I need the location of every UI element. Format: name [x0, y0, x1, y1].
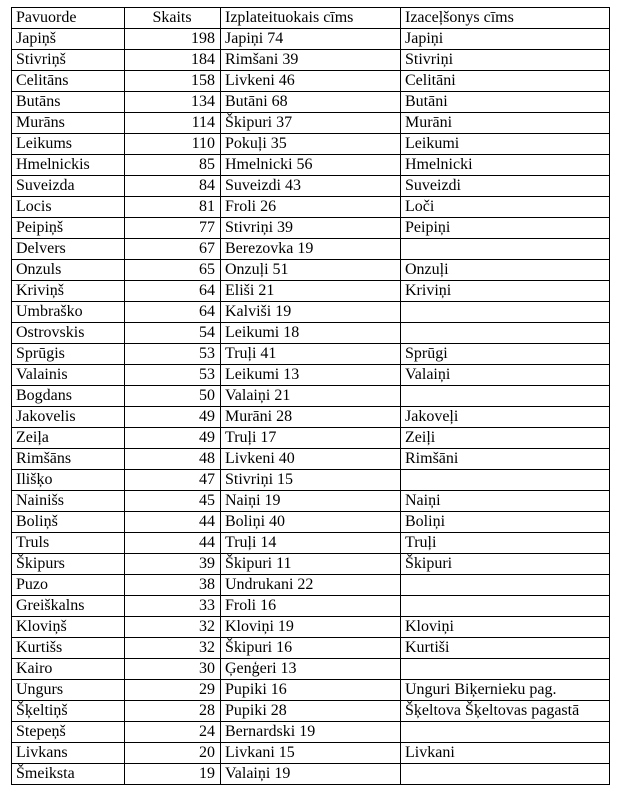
cell-count: 49: [125, 428, 221, 449]
cell-most-common-village: Stivriņi 15: [221, 470, 401, 491]
cell-count: 24: [125, 722, 221, 743]
table-row: [12, 722, 610, 743]
table-row: [12, 554, 610, 575]
cell-surname: Kriviņš: [12, 281, 125, 302]
cell-most-common-village: Livkani 15: [221, 743, 401, 764]
cell-origin-village: [401, 239, 610, 260]
cell-count: 19: [125, 764, 221, 785]
cell-most-common-village: Truļi 41: [221, 344, 401, 365]
cell-most-common-village: Naiņi 19: [221, 491, 401, 512]
cell-count: 49: [125, 407, 221, 428]
cell-origin-village: Boliņi: [401, 512, 610, 533]
cell-count: 50: [125, 386, 221, 407]
cell-most-common-village: Rimšani 39: [221, 50, 401, 71]
cell-surname: Umbraško: [12, 302, 125, 323]
table-row: [12, 491, 610, 512]
cell-origin-village: Naiņi: [401, 491, 610, 512]
cell-surname: Bogdans: [12, 386, 125, 407]
table-row: [12, 575, 610, 596]
cell-most-common-village: Pupiki 28: [221, 701, 401, 722]
cell-most-common-village: Bernardski 19: [221, 722, 401, 743]
table-row: [12, 512, 610, 533]
cell-most-common-village: Hmelnicki 56: [221, 155, 401, 176]
cell-count: 198: [125, 29, 221, 50]
cell-most-common-village: Kloviņi 19: [221, 617, 401, 638]
cell-surname: Kurtišs: [12, 638, 125, 659]
cell-surname: Škipurs: [12, 554, 125, 575]
cell-surname: Onzuls: [12, 260, 125, 281]
cell-most-common-village: Pokuļi 35: [221, 134, 401, 155]
cell-surname: Ungurs: [12, 680, 125, 701]
table-row: [12, 71, 610, 92]
cell-surname: Butāns: [12, 92, 125, 113]
cell-count: 32: [125, 638, 221, 659]
cell-count: 65: [125, 260, 221, 281]
cell-most-common-village: Butāni 68: [221, 92, 401, 113]
table-row: [12, 134, 610, 155]
cell-count: 85: [125, 155, 221, 176]
table-row: [12, 365, 610, 386]
cell-surname: Suveizda: [12, 176, 125, 197]
cell-surname: Jakovelis: [12, 407, 125, 428]
cell-most-common-village: Eliši 21: [221, 281, 401, 302]
cell-count: 64: [125, 281, 221, 302]
cell-origin-village: Valaiņi: [401, 365, 610, 386]
cell-origin-village: [401, 722, 610, 743]
cell-origin-village: [401, 596, 610, 617]
table-row: [12, 617, 610, 638]
cell-surname: Japiņš: [12, 29, 125, 50]
cell-origin-village: Hmelnicki: [401, 155, 610, 176]
cell-surname: Zeiļa: [12, 428, 125, 449]
table-row: [12, 281, 610, 302]
cell-most-common-village: Truļi 14: [221, 533, 401, 554]
cell-most-common-village: Leikumi 13: [221, 365, 401, 386]
table-row: [12, 638, 610, 659]
cell-origin-village: Murāni: [401, 113, 610, 134]
cell-count: 84: [125, 176, 221, 197]
cell-surname: Šķeltiņš: [12, 701, 125, 722]
table-row: [12, 92, 610, 113]
cell-count: 48: [125, 449, 221, 470]
cell-surname: Rimšāns: [12, 449, 125, 470]
cell-origin-village: [401, 659, 610, 680]
cell-most-common-village: Škipuri 11: [221, 554, 401, 575]
cell-surname: Ilišķo: [12, 470, 125, 491]
cell-most-common-village: Pupiki 16: [221, 680, 401, 701]
cell-count: 53: [125, 365, 221, 386]
cell-count: 38: [125, 575, 221, 596]
table-row: [12, 29, 610, 50]
cell-surname: Kairo: [12, 659, 125, 680]
cell-origin-village: Škipuri: [401, 554, 610, 575]
cell-most-common-village: Livkeni 46: [221, 71, 401, 92]
header-surname: Pavuorde: [12, 8, 125, 29]
cell-count: 64: [125, 302, 221, 323]
cell-count: 39: [125, 554, 221, 575]
cell-origin-village: Kurtiši: [401, 638, 610, 659]
cell-most-common-village: Froli 16: [221, 596, 401, 617]
cell-count: 44: [125, 512, 221, 533]
header-row: [12, 8, 610, 29]
cell-origin-village: [401, 764, 610, 785]
cell-origin-village: [401, 323, 610, 344]
cell-count: 32: [125, 617, 221, 638]
cell-most-common-village: Suveizdi 43: [221, 176, 401, 197]
table-row: [12, 764, 610, 785]
cell-surname: Ostrovskis: [12, 323, 125, 344]
cell-surname: Hmelnickis: [12, 155, 125, 176]
cell-count: 28: [125, 701, 221, 722]
table-row: [12, 407, 610, 428]
table-row: [12, 155, 610, 176]
cell-surname: Sprūgis: [12, 344, 125, 365]
cell-origin-village: Loči: [401, 197, 610, 218]
table-row: [12, 386, 610, 407]
cell-most-common-village: Leikumi 18: [221, 323, 401, 344]
cell-origin-village: Peipiņi: [401, 218, 610, 239]
cell-surname: Šmeiksta: [12, 764, 125, 785]
cell-origin-village: Kloviņi: [401, 617, 610, 638]
header-most-common-village: Izplateituokais cīms: [221, 8, 401, 29]
cell-origin-village: Kriviņi: [401, 281, 610, 302]
table-row: [12, 239, 610, 260]
cell-most-common-village: Undrukani 22: [221, 575, 401, 596]
cell-surname: Leikums: [12, 134, 125, 155]
table-row: [12, 176, 610, 197]
cell-most-common-village: Škipuri 37: [221, 113, 401, 134]
table-row: [12, 302, 610, 323]
cell-most-common-village: Truļi 17: [221, 428, 401, 449]
cell-count: 184: [125, 50, 221, 71]
cell-count: 114: [125, 113, 221, 134]
cell-surname: Nainišs: [12, 491, 125, 512]
table-row: [12, 449, 610, 470]
cell-origin-village: Livkani: [401, 743, 610, 764]
table-row: [12, 533, 610, 554]
cell-most-common-village: Froli 26: [221, 197, 401, 218]
cell-surname: Murāns: [12, 113, 125, 134]
cell-count: 134: [125, 92, 221, 113]
cell-surname: Peipiņš: [12, 218, 125, 239]
cell-origin-village: Celitāni: [401, 71, 610, 92]
cell-surname: Puzo: [12, 575, 125, 596]
cell-surname: Truls: [12, 533, 125, 554]
cell-surname: Valainis: [12, 365, 125, 386]
table-row: [12, 113, 610, 134]
table-row: [12, 218, 610, 239]
cell-surname: Greiškalns: [12, 596, 125, 617]
table-body: [12, 29, 610, 785]
header-count: Skaits: [125, 8, 221, 29]
cell-origin-village: Zeiļi: [401, 428, 610, 449]
cell-count: 53: [125, 344, 221, 365]
table-row: [12, 260, 610, 281]
cell-origin-village: Stivriņi: [401, 50, 610, 71]
cell-count: 158: [125, 71, 221, 92]
cell-surname: Stivriņš: [12, 50, 125, 71]
cell-most-common-village: Stivriņi 39: [221, 218, 401, 239]
cell-most-common-village: Boliņi 40: [221, 512, 401, 533]
cell-origin-village: Suveizdi: [401, 176, 610, 197]
cell-origin-village: Šķeltova Šķeltovas pagastā: [401, 701, 610, 722]
cell-origin-village: Jakoveļi: [401, 407, 610, 428]
cell-surname: Celitāns: [12, 71, 125, 92]
surname-table: [11, 7, 610, 785]
cell-most-common-village: Berezovka 19: [221, 239, 401, 260]
cell-count: 30: [125, 659, 221, 680]
table-row: [12, 659, 610, 680]
cell-origin-village: Butāni: [401, 92, 610, 113]
cell-count: 33: [125, 596, 221, 617]
cell-most-common-village: Valaiņi 21: [221, 386, 401, 407]
cell-count: 110: [125, 134, 221, 155]
cell-most-common-village: Valaiņi 19: [221, 764, 401, 785]
cell-count: 47: [125, 470, 221, 491]
cell-most-common-village: Japiņi 74: [221, 29, 401, 50]
cell-most-common-village: Kalviši 19: [221, 302, 401, 323]
cell-count: 77: [125, 218, 221, 239]
cell-origin-village: [401, 470, 610, 491]
cell-surname: Stepeņš: [12, 722, 125, 743]
cell-most-common-village: Murāni 28: [221, 407, 401, 428]
cell-most-common-village: Ģenģeri 13: [221, 659, 401, 680]
table-row: [12, 344, 610, 365]
cell-origin-village: Leikumi: [401, 134, 610, 155]
table-row: [12, 701, 610, 722]
header-origin-village: Izaceļšonys cīms: [401, 8, 610, 29]
cell-origin-village: [401, 575, 610, 596]
table-row: [12, 428, 610, 449]
cell-count: 81: [125, 197, 221, 218]
table-row: [12, 680, 610, 701]
cell-origin-village: [401, 302, 610, 323]
cell-origin-village: Rimšāni: [401, 449, 610, 470]
cell-surname: Delvers: [12, 239, 125, 260]
table-row: [12, 743, 610, 764]
table-row: [12, 197, 610, 218]
cell-origin-village: Unguri Biķernieku pag.: [401, 680, 610, 701]
cell-origin-village: [401, 386, 610, 407]
cell-count: 29: [125, 680, 221, 701]
cell-origin-village: Sprūgi: [401, 344, 610, 365]
cell-surname: Kloviņš: [12, 617, 125, 638]
cell-count: 45: [125, 491, 221, 512]
table-row: [12, 470, 610, 491]
cell-surname: Livkans: [12, 743, 125, 764]
cell-origin-village: Japiņi: [401, 29, 610, 50]
cell-origin-village: Truļi: [401, 533, 610, 554]
cell-most-common-village: Škipuri 16: [221, 638, 401, 659]
table-row: [12, 323, 610, 344]
table-row: [12, 50, 610, 71]
cell-surname: Boliņš: [12, 512, 125, 533]
cell-count: 67: [125, 239, 221, 260]
cell-count: 54: [125, 323, 221, 344]
cell-most-common-village: Onzuļi 51: [221, 260, 401, 281]
cell-origin-village: Onzuļi: [401, 260, 610, 281]
cell-surname: Locis: [12, 197, 125, 218]
cell-most-common-village: Livkeni 40: [221, 449, 401, 470]
cell-count: 44: [125, 533, 221, 554]
table-row: [12, 596, 610, 617]
cell-count: 20: [125, 743, 221, 764]
